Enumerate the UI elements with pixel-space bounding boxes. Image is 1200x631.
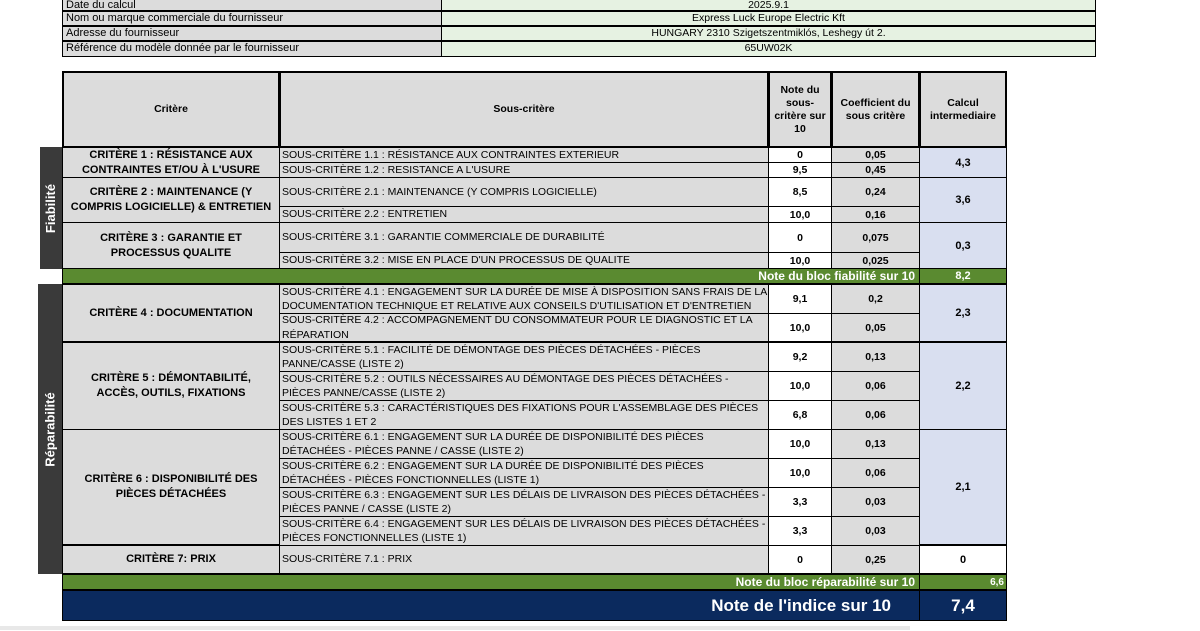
- note-3-2: 10,0: [768, 252, 832, 269]
- sous-critere-6-2: SOUS-CRITÈRE 6.2 : ENGAGEMENT SUR LA DURÉE DE DISPONIBILITÉ DES PIÈCES DÉTACHÉES - PIÈCES FONCTIONNELLES (LISTE 1): [279, 458, 769, 488]
- note-1-2: 9,5: [768, 162, 832, 178]
- critere-4: CRITÈRE 4 : DOCUMENTATION: [62, 284, 280, 342]
- note-5-3: 6,8: [768, 400, 832, 430]
- info-value-supplier: Express Luck Europe Electric Kft: [441, 11, 1096, 26]
- note-3-1: 0: [768, 222, 832, 253]
- header-coefficient: Coefficient du sous critère: [831, 71, 920, 148]
- sous-critere-2-1: SOUS-CRITÈRE 2.1 : MAINTENANCE (Y COMPRIS LOGICIELLE): [279, 177, 769, 207]
- header-note: Note du sous-critère sur 10: [768, 71, 832, 148]
- coef-4-1: 0,2: [831, 284, 920, 314]
- bloc-reparabilite-label: Note du bloc réparabilité sur 10: [62, 574, 920, 590]
- info-label-date: Date du calcul: [62, 0, 442, 11]
- note-6-2: 10,0: [768, 458, 832, 488]
- coef-5-3: 0,06: [831, 400, 920, 430]
- sous-critere-7-1: SOUS-CRITÈRE 7.1 : PRIX: [279, 545, 769, 574]
- sous-critere-2-2: SOUS-CRITÈRE 2.2 : ENTRETIEN: [279, 206, 769, 223]
- header-critere: Critère: [62, 71, 280, 148]
- sous-critere-3-1: SOUS-CRITÈRE 3.1 : GARANTIE COMMERCIALE DE DURABILITÉ: [279, 222, 769, 253]
- sous-critere-4-1: SOUS-CRITÈRE 4.1 : ENGAGEMENT SUR LA DURÉE DE MISE À DISPOSITION SANS FRAIS DE LA DOCUMENTATION TECHNIQUE ET RELATIVE AUX CONSEILS D'UTILISATION ET D'ENTRETIEN: [279, 284, 769, 314]
- coef-7-1: 0,25: [831, 545, 920, 574]
- header-sous-critere: Sous-critère: [279, 71, 769, 148]
- critere-7: CRITÈRE 7: PRIX: [62, 545, 280, 574]
- final-index-value: 7,4: [919, 590, 1007, 621]
- bloc-fiabilite-label: Note du bloc fiabilité sur 10: [62, 268, 920, 284]
- critere-5: CRITÈRE 5 : DÉMONTABILITÉ, ACCÈS, OUTILS, FIXATIONS: [62, 342, 280, 430]
- coef-5-1: 0,13: [831, 342, 920, 372]
- note-2-2: 10,0: [768, 206, 832, 223]
- note-5-2: 10,0: [768, 371, 832, 401]
- info-label-address: Adresse du fournisseur: [62, 26, 442, 41]
- info-value-address: HUNGARY 2310 Szigetszentmiklós, Leshegy út 2.: [441, 26, 1096, 41]
- coef-5-2: 0,06: [831, 371, 920, 401]
- coef-6-1: 0,13: [831, 429, 920, 459]
- coef-6-4: 0,03: [831, 516, 920, 546]
- bloc-fiabilite-value: 8,2: [919, 268, 1007, 284]
- note-6-3: 3,3: [768, 487, 832, 517]
- sous-critere-5-1: SOUS-CRITÈRE 5.1 : FACILITÉ DE DÉMONTAGE DES PIÈCES DÉTACHÉES - PIÈCES PANNE/CASSE (LISTE 2): [279, 342, 769, 372]
- note-5-1: 9,2: [768, 342, 832, 372]
- note-4-1: 9,1: [768, 284, 832, 314]
- sous-critere-1-2: SOUS-CRITÈRE 1.2 : RESISTANCE A L'USURE: [279, 162, 769, 178]
- bloc-reparabilite-value: 6,6: [919, 574, 1007, 590]
- calcul-critere-5: 2,2: [919, 342, 1007, 430]
- sous-critere-6-3: SOUS-CRITÈRE 6.3 : ENGAGEMENT SUR LES DÉLAIS DE LIVRAISON DES PIÈCES DÉTACHÉES - PIÈCES PANNE / CASSE (LISTE 2): [279, 487, 769, 517]
- note-7-1: 0: [768, 545, 832, 574]
- calcul-critere-6: 2,1: [919, 429, 1007, 545]
- sous-critere-6-1: SOUS-CRITÈRE 6.1 : ENGAGEMENT SUR LA DURÉE DE DISPONIBILITÉ DES PIÈCES DÉTACHÉES - PIÈCES PANNE / CASSE (LISTE 2): [279, 429, 769, 459]
- note-6-4: 3,3: [768, 516, 832, 546]
- note-2-1: 8,5: [768, 177, 832, 207]
- side-label-reparabilite: Réparabilité: [38, 284, 62, 574]
- info-label-model: Référence du modèle donnée par le fournisseur: [62, 41, 442, 57]
- sous-critere-1-1: SOUS-CRITÈRE 1.1 : RÉSISTANCE AUX CONTRAINTES EXTERIEUR: [279, 147, 769, 163]
- critere-3: CRITÈRE 3 : GARANTIE ET PROCESSUS QUALITE: [62, 222, 280, 269]
- coef-4-2: 0,05: [831, 313, 920, 342]
- info-label-supplier: Nom ou marque commerciale du fournisseur: [62, 11, 442, 26]
- coef-3-1: 0,075: [831, 222, 920, 253]
- final-index-label: Note de l'indice sur 10: [62, 590, 920, 621]
- coef-6-2: 0,06: [831, 458, 920, 488]
- calcul-critere-3: 0,3: [919, 222, 1007, 269]
- sous-critere-5-2: SOUS-CRITÈRE 5.2 : OUTILS NÉCESSAIRES AU DÉMONTAGE DES PIÈCES DÉTACHÉES - PIÈCES PANNE/CASSE (LISTE 2): [279, 371, 769, 401]
- sous-critere-6-4: SOUS-CRITÈRE 6.4 : ENGAGEMENT SUR LES DÉLAIS DE LIVRAISON DES PIÈCES DÉTACHÉES - PIÈCES FONCTIONNELLES (LISTE 1): [279, 516, 769, 546]
- calcul-critere-2: 3,6: [919, 177, 1007, 223]
- critere-6: CRITÈRE 6 : DISPONIBILITÉ DES PIÈCES DÉTACHÉES: [62, 429, 280, 545]
- calcul-critere-1: 4,3: [919, 147, 1007, 178]
- info-value-date: 2025.9.1: [441, 0, 1096, 11]
- side-label-fiabilite: Fiabilité: [40, 147, 62, 269]
- coef-1-2: 0,45: [831, 162, 920, 178]
- sous-critere-5-3: SOUS-CRITÈRE 5.3 : CARACTÉRISTIQUES DES FIXATIONS POUR L'ASSEMBLAGE DES PIÈCES DES LISTES 1 ET 2: [279, 400, 769, 430]
- critere-1: CRITÈRE 1 : RÉSISTANCE AUX CONTRAINTES ET/OU À L'USURE: [62, 147, 280, 178]
- sous-critere-3-2: SOUS-CRITÈRE 3.2 : MISE EN PLACE D'UN PROCESSUS DE QUALITE: [279, 252, 769, 269]
- coef-2-1: 0,24: [831, 177, 920, 207]
- header-calcul: Calcul intermediaire: [919, 71, 1007, 148]
- note-4-2: 10,0: [768, 313, 832, 342]
- info-value-model: 65UW02K: [441, 41, 1096, 57]
- calcul-critere-4: 2,3: [919, 284, 1007, 342]
- sous-critere-4-2: SOUS-CRITÈRE 4.2 : ACCOMPAGNEMENT DU CONSOMMATEUR POUR LE DIAGNOSTIC ET LA RÉPARATION: [279, 313, 769, 342]
- calcul-critere-7: 0: [919, 545, 1007, 574]
- coef-1-1: 0,05: [831, 147, 920, 163]
- note-6-1: 10,0: [768, 429, 832, 459]
- coef-6-3: 0,03: [831, 487, 920, 517]
- critere-2: CRITÈRE 2 : MAINTENANCE (Y COMPRIS LOGICIELLE) & ENTRETIEN: [62, 177, 280, 223]
- note-1-1: 0: [768, 147, 832, 163]
- coef-2-2: 0,16: [831, 206, 920, 223]
- horizontal-scrollbar[interactable]: [0, 626, 910, 630]
- coef-3-2: 0,025: [831, 252, 920, 269]
